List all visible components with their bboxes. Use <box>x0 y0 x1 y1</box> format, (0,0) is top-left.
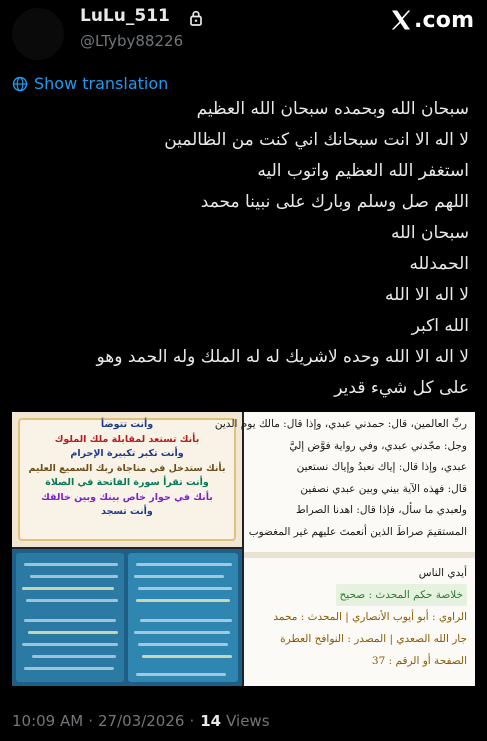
blurred-text-line <box>32 655 116 658</box>
show-translation-label: Show translation <box>34 74 169 93</box>
poster-text <box>22 418 232 520</box>
meta-separator: · <box>189 712 195 730</box>
x-brand <box>389 5 474 35</box>
blurred-text-line <box>136 673 226 676</box>
media-poster-image[interactable] <box>12 412 242 547</box>
blurred-text-line <box>28 631 118 634</box>
views-count[interactable]: 14 <box>200 712 222 730</box>
hadith-line: ربِّ العالمين، قال: حمدني عبدي، وإذا قال: مالك يوم الدين <box>214 418 467 430</box>
poster-line: وأنت تكبر تكبيرة الإحرام <box>70 448 184 459</box>
avatar[interactable] <box>12 8 64 60</box>
hadith-page: الصفحة أو الرقم : 37 <box>371 655 467 667</box>
views-label: Views <box>226 712 270 730</box>
blurred-text-line <box>22 643 118 646</box>
tweet-line: سبحان الله وبحمده سبحان الله العظيم <box>196 99 469 119</box>
author-display-name[interactable]: LuLu_511 <box>80 6 170 26</box>
hadith-source <box>252 562 467 672</box>
tweet-line: اللهم صل وسلم وبارك على نبينا محمد <box>200 192 469 212</box>
hadith-grade: خلاصة حكم المحدث : صحيح <box>336 584 467 606</box>
lock-icon <box>189 10 203 26</box>
author-handle[interactable]: @LTyby88226 <box>80 32 184 50</box>
tweet-meta <box>12 712 270 730</box>
tweet-line: الحمدلله <box>409 254 469 274</box>
poster-line: وأنت تتوضأ <box>100 419 154 430</box>
blurred-text-line <box>134 631 230 634</box>
blurred-text-line <box>24 667 114 670</box>
blurred-text-line <box>138 587 232 590</box>
hadith-line: وجل: مجّدني عبدي، وفي رواية فوَّض إليَّ <box>289 439 467 452</box>
hadith-line: المستقيمَ صراطَ الذين أنعمتَ عليهم غير المغضوب <box>248 525 467 538</box>
globe-icon <box>12 76 28 92</box>
poster-line: بأنك ستدخل في مناجاة ربك السميع العليم <box>28 462 226 474</box>
hadith-line: ولعبدي ما سأل، فإذا قال: اهدنا الصراط <box>295 504 467 516</box>
blurred-panel-right <box>128 553 238 682</box>
hadith-line: قال: فهذه الآية بيني وبين عبدي نصفين <box>300 482 467 495</box>
tweet-line: لا اله الا الله وحده لاشريك له له الملك وله الحمد وهو <box>96 347 469 367</box>
hadith-line: عبدي، وإذا قال: إياك نعبدُ وإياك نستعين <box>296 461 467 473</box>
x-site-label: .com <box>414 7 475 33</box>
tweet-time[interactable]: 10:09 AM <box>12 712 84 730</box>
tweet-line: لا اله الا انت سبحانك اني كنت من الظالمين <box>164 130 469 150</box>
show-translation-button[interactable] <box>12 74 168 93</box>
hadith-scholar: جار الله الصعدي | المصدر : النوافح العطرة <box>280 633 467 645</box>
tweet-media-grid[interactable] <box>12 412 475 686</box>
poster-line: بأنك تستعد لمقابلة ملك الملوك <box>54 433 200 445</box>
blurred-text-line <box>26 599 118 602</box>
blurred-text-line <box>134 575 224 578</box>
hadith-text <box>214 414 467 543</box>
blurred-text-line <box>140 619 232 622</box>
blurred-text-line <box>30 575 118 578</box>
blurred-text-line <box>24 563 118 566</box>
blurred-text-line <box>22 587 114 590</box>
hadith-narrator: الراوي : أبو أيوب الأنصاري | المحدث : محمد <box>273 611 467 623</box>
media-blurred-image[interactable] <box>12 549 242 686</box>
tweet-line: لا اله الا الله <box>385 285 469 305</box>
tweet-line: على كل شيء قدير <box>334 378 469 398</box>
meta-separator: · <box>88 712 93 730</box>
hadith-source-line: أيدي الناس <box>418 567 467 579</box>
blurred-panel-left <box>16 553 124 682</box>
tweet-line: الله اكبر <box>411 316 469 336</box>
tweet-header <box>0 0 487 60</box>
tweet-date[interactable]: 27/03/2026 <box>97 712 185 730</box>
tweet-text <box>14 94 469 404</box>
hadith-divider <box>244 552 475 558</box>
tweet-line: سبحان الله <box>390 223 469 243</box>
blurred-text-line <box>136 563 232 566</box>
media-hadith-image[interactable] <box>214 412 475 686</box>
tweet-line: استغفر الله العظيم واتوب اليه <box>257 161 469 181</box>
blurred-text-line <box>142 655 232 658</box>
blurred-text-line <box>24 619 116 622</box>
blurred-text-line <box>136 599 230 602</box>
x-logo-icon <box>389 8 413 32</box>
poster-line: وأنت تقرأ سورة الفاتحة في الصلاة <box>45 477 209 488</box>
poster-line: وأنت تسجد <box>101 506 153 517</box>
blurred-text-line <box>138 643 228 646</box>
poster-line: بأنك في حوار خاص بينك وبين خالقك <box>41 491 213 503</box>
